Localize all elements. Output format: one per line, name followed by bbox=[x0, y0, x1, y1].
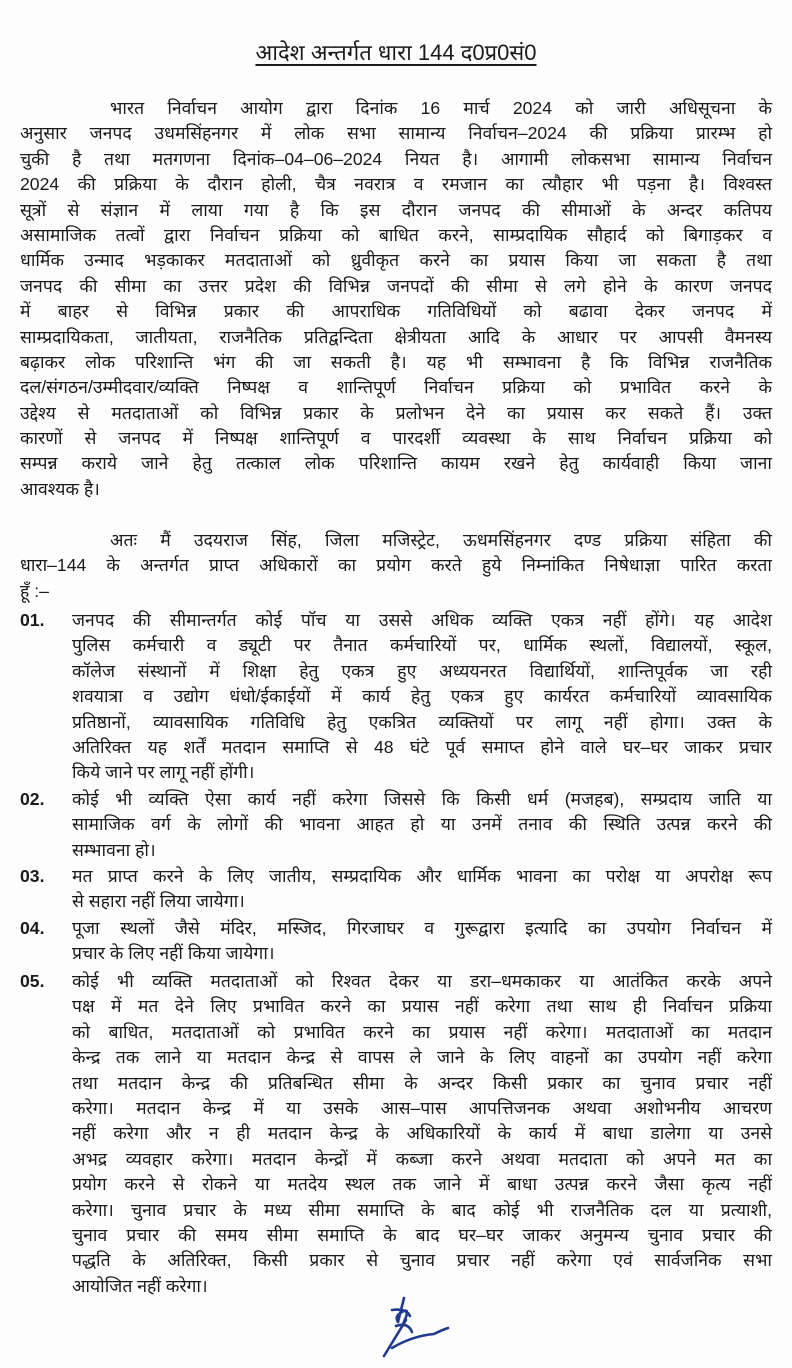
text-line: कॉलेज संस्थानों में शिक्षा हेतु एकत्र हुए अध्ययनरत विद्यार्थियों, शान्तिपूर्वक जा रही bbox=[72, 660, 772, 681]
text-line: धारा–144 के अन्तर्गत प्राप्त अधिकारों का प्रयोग करते हुये निम्नांकित निषेधाज्ञा पारित करता bbox=[20, 555, 772, 576]
order-item-04 bbox=[20, 916, 772, 967]
text-line: सूत्रों से संज्ञान में लाया गया है कि इस दौरान जनपद की सीमाओं के अन्दर कतिपय bbox=[20, 199, 772, 220]
text-line: करेगा। मतदान केन्द्र में या उसके आस–पास आपत्तिजनक अथवा अशोभनीय आचरण bbox=[72, 1097, 772, 1118]
text-line: चुकी है तथा मतगणना दिनांक–04–06–2024 नियत है। आगामी लोकसभा सामान्य निर्वाचन bbox=[20, 148, 772, 169]
text-line: बढ़ाकर लोक परिशान्ति भंग की जा सकती है। यह भी सम्भावना है कि विभिन्न राजनैतिक bbox=[20, 351, 772, 372]
item-text bbox=[72, 864, 772, 915]
text-line: अतिरिक्त यह शर्तें मतदान समाप्ति से 48 घंटे पूर्व समाप्त होने वाले घर–घर जाकर प्रचार bbox=[72, 736, 772, 757]
paragraph-preamble bbox=[20, 96, 772, 502]
document-title bbox=[0, 38, 792, 68]
order-item-05 bbox=[20, 969, 772, 1299]
item-text bbox=[72, 916, 772, 967]
text-line: जनपद की सीमा का उत्तर प्रदेश की विभिन्न जनपदों की सीमा से लगे होने के कारण जनपद bbox=[20, 275, 772, 296]
text-line: पुलिस कर्मचारी व ड्यूटी पर तैनात कर्मचारियों पर, धार्मिक स्थलों, विद्यालयों, स्कूल, bbox=[72, 635, 772, 656]
text-line: मत प्राप्त करने के लिए जातीय, सम्प्रदायिक और धार्मिक भावना का परोक्ष या अपरोक्ष रूप bbox=[72, 866, 772, 886]
text-line: अनुसार जनपद उधमसिंहनगर में लोक सभा सामान्य निर्वाचन–2024 की प्रक्रिया प्रारम्भ हो bbox=[20, 123, 772, 144]
text-line: अभद्र व्यवहार करेगा। मतदान केन्द्रों में कब्जा करने अथवा मतदाता को अपने मत का bbox=[72, 1148, 772, 1169]
item-text bbox=[72, 969, 772, 1299]
text-line: प्रयोग करने से रोकने या मतदेय स्थल तक जाने में बाधा उत्पन्न करने जैसा कृत्य नहीं bbox=[72, 1174, 772, 1195]
text-line: से सहारा नहीं लिया जायेगा। bbox=[72, 891, 245, 912]
text-line: सामाजिक वर्ग के लोगों की भावना आहत हो या उनमें तनाव की स्थिति उत्पन्न करने की bbox=[72, 814, 772, 835]
text-line: अतः मैं उदयराज सिंह, जिला मजिस्ट्रेट, ऊधमसिंहनगर दण्ड प्रक्रिया संहिता की bbox=[110, 530, 772, 550]
text-line: दल/संगठन/उम्मीदवार/व्यक्ति निष्पक्ष व शान्तिपूर्ण निर्वाचन प्रक्रिया को प्रभावित करने के bbox=[20, 377, 772, 398]
order-item-02 bbox=[20, 787, 772, 863]
item-text bbox=[72, 787, 772, 863]
text-line: पद्धति के अतिरिक्त, किसी प्रकार से चुनाव प्रचार नहीं करेगा एवं सार्वजनिक सभा bbox=[72, 1250, 772, 1271]
text-line: हूँ :– bbox=[20, 580, 49, 601]
paragraph-order bbox=[20, 528, 772, 604]
order-item-01 bbox=[20, 608, 772, 786]
text-line: जनपद की सीमान्तर्गत कोई पॉच या उससे अधिक व्यक्ति एकत्र नहीं होंगे। यह आदेश bbox=[72, 610, 772, 630]
text-line: तथा मतदान केन्द्र की प्रतिबन्धित सीमा के अन्दर किसी प्रकार का चुनाव प्रचार नहीं bbox=[72, 1072, 772, 1093]
text-line: सम्भावना हो। bbox=[72, 839, 156, 860]
text-line: शवयात्रा व उद्योग धंधो/ईकाईयों में कार्य हेतु एकत्र हुए कार्यरत कर्मचारियों व्यावसायिक bbox=[72, 686, 772, 707]
item-number: 03. bbox=[20, 866, 45, 886]
text-line: करेगा। चुनाव प्रचार के मध्य सीमा समाप्ति के बाद कोई भी राजनैतिक दल या प्रत्याशी, bbox=[72, 1199, 772, 1220]
text-line: कोई भी व्यक्ति ऐसा कार्य नहीं करेगा जिससे कि किसी धर्म (मजहब), सम्प्रदाय जाति या bbox=[72, 789, 772, 809]
text-line: केन्द्र तक लाने या मतदान केन्द्र से वापस ले जाने के लिए वाहनों का उपयोग नहीं करेगा bbox=[72, 1047, 772, 1068]
text-line: को बाधित, मतदाताओं को प्रभावित करने का प्रयास नहीं करेगा। मतदाताओं का मतदान bbox=[72, 1021, 772, 1042]
order-item-03 bbox=[20, 864, 772, 915]
item-number: 01. bbox=[20, 610, 45, 630]
text-line: प्रचार के लिए नहीं किया जायेगा। bbox=[72, 943, 275, 964]
title-text: आदेश अन्तर्गत धारा 144 द0प्र0सं0 bbox=[255, 40, 537, 65]
text-line: सम्पन्न कराये जाने हेतु तत्काल लोक परिशान्ति कायम रखने हेतु कार्यवाही किया जाना bbox=[20, 453, 772, 474]
text-line: असामाजिक तत्वों द्वारा निर्वाचन प्रक्रिया को बाधित करने, साम्प्रदायिक सौहार्द को बिगाड़कर व bbox=[20, 224, 772, 245]
signature bbox=[372, 1292, 482, 1362]
text-line: नहीं करेगा और न ही मतदान केन्द्र के अधिकारियों के कार्य में बाधा डालेगा या उनसे bbox=[72, 1123, 772, 1144]
text-line: प्रतिष्ठानों, व्यावसायिक गतिविधि हेतु एकत्रित व्यक्तियों पर लागू नहीं होगा। उक्त के bbox=[72, 711, 772, 732]
text-line: 2024 की प्रक्रिया के दौरान होली, चैत्र नवरात्र व रमजान का त्यौहार भी पड़ना है। विश्वस्त bbox=[20, 174, 772, 195]
text-line: भारत निर्वाचन आयोग द्वारा दिनांक 16 मार्च 2024 को जारी अधिसूचना के bbox=[110, 98, 772, 118]
item-number: 02. bbox=[20, 789, 45, 809]
text-line: पक्ष में मत देने लिए प्रभावित करने का प्रयास नहीं करेगा तथा साथ ही निर्वाचन प्रक्रिया bbox=[72, 996, 772, 1017]
text-line: किये जाने पर लागू नहीं होंगी। bbox=[72, 762, 255, 783]
text-line: आवश्यक है। bbox=[20, 478, 100, 499]
item-number: 04. bbox=[20, 918, 45, 938]
text-line: कारणों से जनपद में निष्पक्ष शान्तिपूर्ण व पारदर्शी व्यवस्था के साथ निर्वाचन प्रक्रिया को bbox=[20, 428, 772, 449]
text-line: पूजा स्थलों जैसे मंदिर, मस्जिद, गिरजाघर व गुरूद्वारा इत्यादि का उपयोग निर्वाचन में bbox=[72, 918, 772, 938]
text-line: में बाहर से विभिन्न प्रकार की आपराधिक गतिविधियों को बढावा देकर जनपद में bbox=[20, 301, 772, 322]
text-line: साम्प्रदायिकता, जातीयता, राजनैतिक प्रतिद्वन्दिता क्षेत्रीयता आदि के आधार पर आपसी वैमनस्य bbox=[20, 326, 772, 347]
text-line: कोई भी व्यक्ति मतदाताओं को रिश्वत देकर या डरा–धमकाकर या आतंकित करके अपने bbox=[72, 971, 772, 991]
text-line: धार्मिक उन्माद भड़काकर मतदाताओं को ध्रुवीकृत करने का प्रयास किया जा सकता है तथा bbox=[20, 250, 772, 271]
item-text bbox=[72, 608, 772, 786]
text-line: आयोजित नहीं करेगा। bbox=[72, 1275, 208, 1296]
text-line: उद्देश्य से मतदाताओं को विभिन्न प्रकार के प्रलोभन देने का प्रयास कर सकते हैं। उक्त bbox=[20, 402, 772, 423]
text-line: चुनाव प्रचार की समय सीमा समाप्ति के बाद घर–घर जाकर अनुमन्य चुनाव प्रचार की bbox=[72, 1224, 772, 1245]
item-number: 05. bbox=[20, 971, 45, 991]
